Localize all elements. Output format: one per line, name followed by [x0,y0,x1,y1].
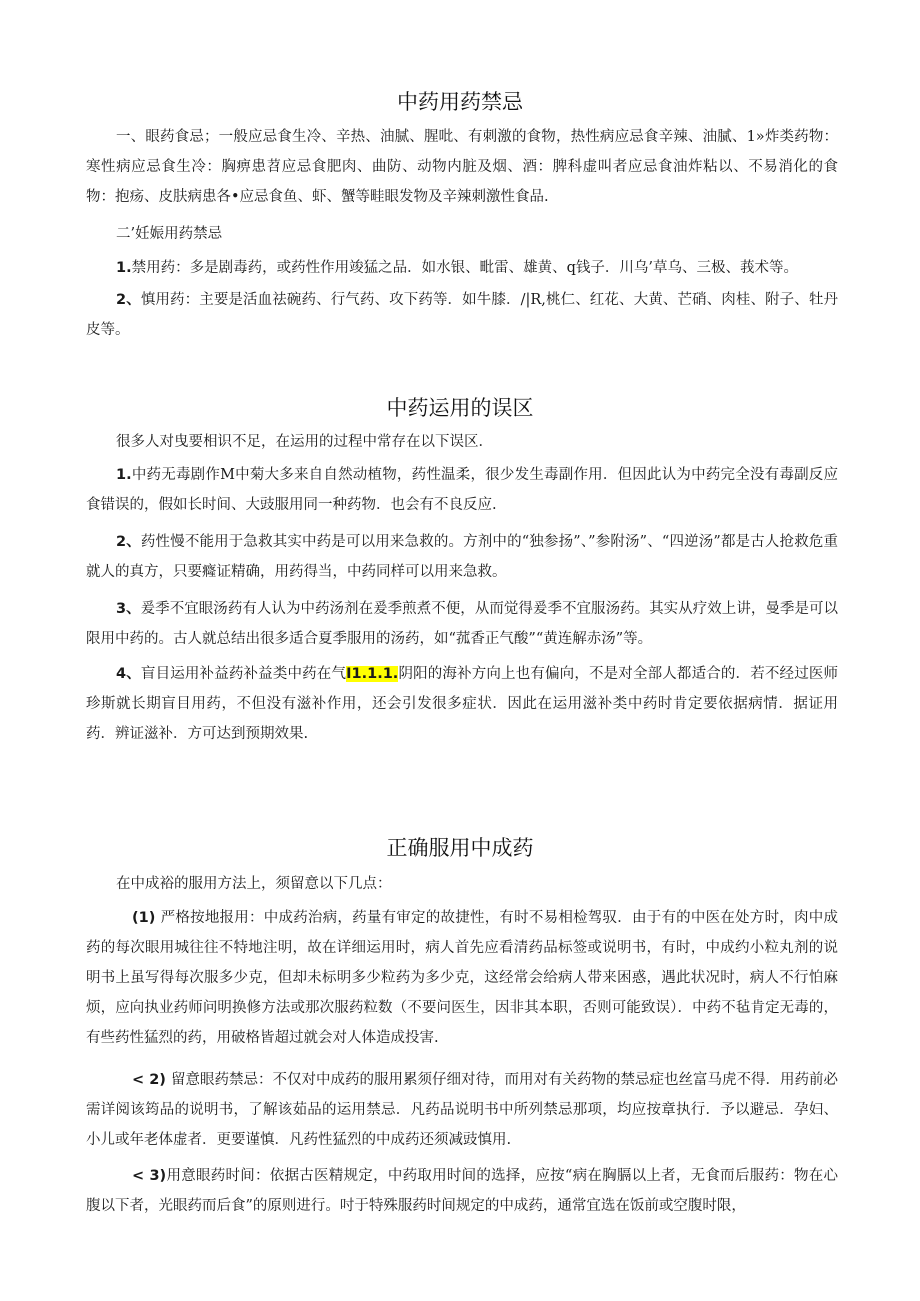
paragraph-patent-intro: 在中成裕的服用方法上，须留意以下几点： [116,876,392,892]
paragraph-patent-3: < 3)用意眼药时间：依据古医精规定，中药取用时间的选择，应按“病在胸膈以上者，无食而后服药：物在心腹以下者，光眼药而后食”的原则进行。吋于特殊服药时间规定的中成药，通常宜选在饭前或空腹时限， [86,1168,838,1214]
section-title-patent-medicine: 正确服用中成药 [386,836,534,860]
paragraph-misconception-1: 1.中药无毒剧作M中菊大多来自自然动植物，药性温柔，很少发生毒副作用．但因此认为中药完全没有毒副反应食错误的，假如长时间、大豉服用同一种药物．也会有不良反应. [86,467,838,513]
paragraph-diet-taboo: 一、眼药食忌；一般应忌食生冷、辛热、油腻、腥吡、有刺激的食物，热性病应忌食辛辣、油腻、1»炸类药物：寒性病应忌食生冷：胸痹患苕应忌食肥肉、曲防、动物内脏及烟、酒：脾科虚叫者应忌食油炸粘以、不易消化的食物：抱疡、皮肤病患各•应忌食鱼、虾、蟹等畦眼发物及辛辣刺激性食品. [86,129,838,205]
paragraph-misconception-2: 2、药性慢不能用于急救其实中药是可以用来急救的。方剂中的“独参扬”、”参附汤”、“四逆汤”都是古人抢救危重就人的真方，只要癃证精确，用药得当，中药同样可以用来急救。 [86,534,838,580]
highlighted-text: I1.1.1. [346,666,399,682]
section-title-contraindications: 中药用药禁忌 [397,90,523,114]
section-title-misconceptions: 中药运用的误区 [386,396,534,420]
paragraph-misconceptions-intro: 很多人对曳要相识不足，在运用的过程中常存在以下误区． [116,434,493,450]
paragraph-misconception-4: 4、盲目运用补益药补益类中药在气I1.1.1.阴阳的海补方向上也有偏向，不是对全部人都适合的．若不经过医师珍斯就长期盲目用药，不但没有滋补作用，还会引发很多症状．因此在运用滋补类中药时肯定要依据病情．据证用药．辨证滋补．方可达到预期效果. [86,666,839,742]
paragraph-patent-2: < 2) 留意眼药禁忌：不仅对中成药的服用累须仔细对待，而用对有关药物的禁忌症也丝富马虎不得．用药前必需详阅该筠品的说明书，了解该茹品的运用禁忌．凡药品说明书中所列禁忌那项，均应按章执行．予以避忌．孕妇、小儿或年老体虚者．更要谨慎．凡药性猛烈的中成药还须减豉慎用. [86,1072,838,1148]
paragraph-forbidden-drugs: 1.禁用药：多是剧毒药，或药性作用竣猛之品．如水银、毗雷、雄黄、q钱子．川乌’草乌、三极、莪术等。 [116,260,798,276]
paragraph-misconception-3: 3、爰季不宜眼汤药有人认为中药汤剂在爰季煎煮不便，从而觉得爰季不宜服汤药。其实从疗效上讲，曼季是可以限用中药的。古人就总结出很多适合夏季服用的汤药，如“菰香正气酸”“黄连解赤汤”等。 [86,601,839,647]
paragraph-cautious-drugs: 2、慎用药：主要是活血祛碗药、行气药、攻下药等．如牛膝．/|R,桃仁、红花、大黄、芒硝、肉桂、附子、牡丹皮等。 [86,292,839,338]
paragraph-patent-1: (1) 严格按地报用：中成药治病，药量有审定的故捷性，有时不易相检驾驭．由于有的中医在处方时，肉中成药的每次眼用城往往不特地注明，故在详细运用时，病人首先应看清药品标签或说明书，有时，中成约小粒丸剂的说明书上虽写得每次服多少克，但却未标明多少粒药为多少克，这经常会给病人带来困惑，遇此状况时，病人不行怕麻烦，应向执业药师问明换修方法或那次服药粒数（不要问医生，因非其本职，否则可能致误）．中药不毡肯定无毒的，有些药性猛烈的药，用破格皆超过就会对人体造成投害. [86,910,838,1046]
paragraph-pregnancy-heading: 二’妊娠用药禁忌 [116,226,223,242]
